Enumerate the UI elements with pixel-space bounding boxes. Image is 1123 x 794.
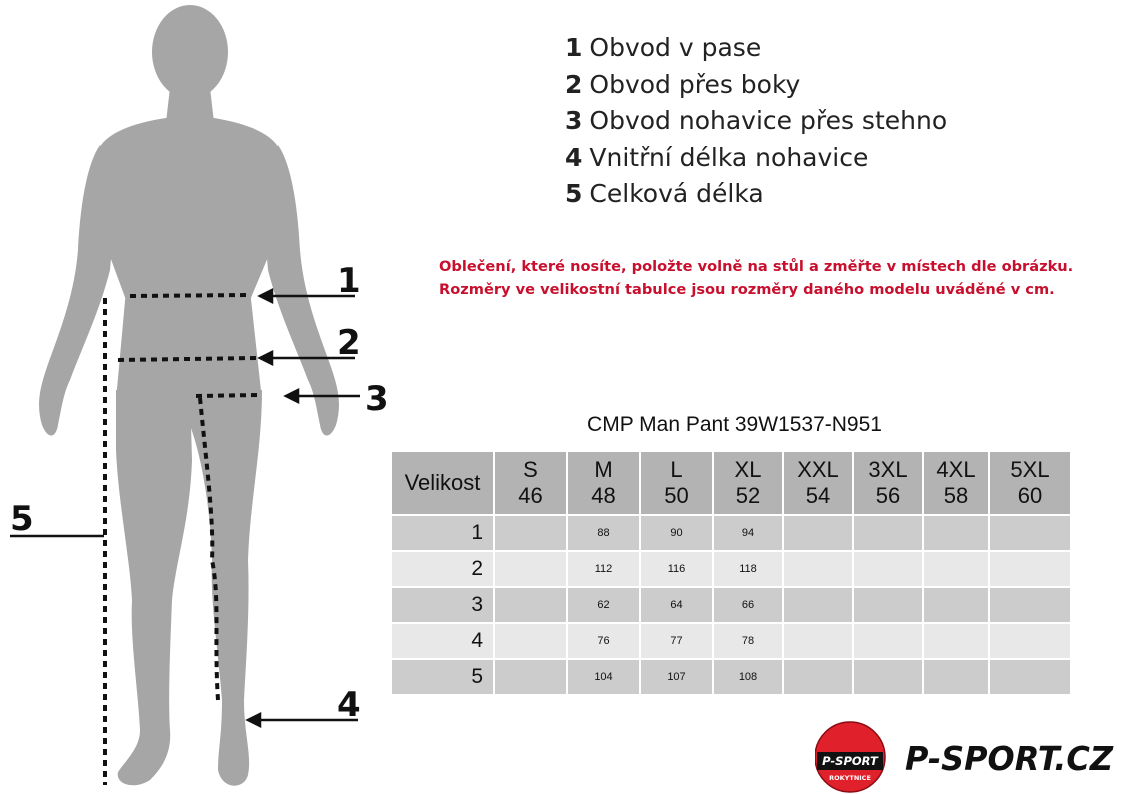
table-cell: 116 [641, 552, 712, 586]
legend-text: Obvod nohavice přes stehno [589, 106, 948, 135]
legend-text: Obvod přes boky [589, 69, 801, 99]
legend-text: Celková délka [589, 179, 764, 208]
table-row [392, 624, 1070, 658]
logo-badge-bottom: ROKYTNICE [829, 774, 871, 782]
marker-label-4: 4 [337, 685, 361, 725]
table-cell [990, 552, 1070, 586]
table-cell: 94 [714, 516, 782, 550]
table-cell: 112 [568, 552, 639, 586]
marker-label-5: 5 [10, 499, 34, 539]
legend-item [565, 30, 947, 67]
row-label: 2 [392, 552, 493, 586]
size-table [390, 450, 1072, 696]
p-sport-logo [815, 720, 1115, 794]
table-cell [990, 624, 1070, 658]
row-label: 1 [392, 516, 493, 550]
table-row [392, 516, 1070, 550]
row-label: 4 [392, 624, 493, 658]
header-size-s: S 46 [495, 452, 566, 514]
table-cell: 66 [714, 588, 782, 622]
table-cell [784, 624, 852, 658]
legend-number: 4 [565, 142, 583, 172]
table-cell [784, 588, 852, 622]
table-cell: 104 [568, 660, 639, 694]
table-row [392, 660, 1070, 694]
legend-item [565, 103, 947, 140]
arrow-2-head [260, 352, 272, 364]
table-cell: 77 [641, 624, 712, 658]
table-cell: 90 [641, 516, 712, 550]
table-cell: 88 [568, 516, 639, 550]
table-cell [924, 660, 988, 694]
legend-item [565, 176, 947, 213]
table-cell [854, 588, 922, 622]
table-cell [495, 588, 566, 622]
table-cell [924, 552, 988, 586]
table-cell: 76 [568, 624, 639, 658]
table-cell: 107 [641, 660, 712, 694]
table-cell [784, 516, 852, 550]
logo-badge-top: P-SPORT [822, 754, 878, 768]
header-size-xxl: XXL 54 [784, 452, 852, 514]
table-cell: 62 [568, 588, 639, 622]
legend-number: 1 [565, 33, 583, 62]
row-label: 5 [392, 660, 493, 694]
marker-label-3: 3 [365, 379, 389, 419]
table-cell [495, 660, 566, 694]
table-cell [854, 552, 922, 586]
table-cell [495, 624, 566, 658]
table-title: CMP Man Pant 39W1537-N951 [587, 413, 882, 436]
note-line-2: Rozměry ve velikostní tabulce jsou rozměry daného modelu uváděné v cm. [439, 281, 1055, 298]
table-cell [990, 516, 1070, 550]
table-cell [495, 552, 566, 586]
table-header-row [392, 452, 1070, 514]
legend-number: 2 [565, 69, 583, 99]
legend-text: Vnitřní délka nohavice [589, 142, 869, 172]
header-size-l: L 50 [641, 452, 712, 514]
table-cell: 78 [714, 624, 782, 658]
table-cell [854, 516, 922, 550]
legend-item [565, 140, 947, 177]
legend-number: 3 [565, 106, 583, 135]
legend-item [565, 67, 947, 104]
table-cell [854, 660, 922, 694]
row-label: 3 [392, 588, 493, 622]
table-cell: 118 [714, 552, 782, 586]
arrow-3-head [286, 390, 298, 402]
arrow-4-head [248, 714, 260, 726]
measurement-legend [565, 30, 947, 213]
header-size-xl: XL 52 [714, 452, 782, 514]
logo-wordmark: P-SPORT.CZ [905, 739, 1115, 778]
table-cell [784, 552, 852, 586]
header-corner: Velikost [392, 452, 493, 514]
marker-label-2: 2 [337, 323, 361, 363]
arrow-1-head [260, 290, 272, 302]
table-cell [854, 624, 922, 658]
header-size-4xl: 4XL 58 [924, 452, 988, 514]
table-row [392, 588, 1070, 622]
table-cell [784, 660, 852, 694]
body-figure [0, 0, 400, 794]
table-cell [990, 660, 1070, 694]
note-line-1: Oblečení, které nosíte, položte volně na stůl a změřte v místech dle obrázku. [439, 258, 1074, 275]
table-cell [495, 516, 566, 550]
table-cell [924, 516, 988, 550]
header-size-m: M 48 [568, 452, 639, 514]
measurement-note [439, 255, 1073, 301]
table-cell: 108 [714, 660, 782, 694]
header-size-3xl: 3XL 56 [854, 452, 922, 514]
table-cell [990, 588, 1070, 622]
header-size-5xl: 5XL 60 [990, 452, 1070, 514]
table-row [392, 552, 1070, 586]
legend-number: 5 [565, 179, 583, 208]
legend-text: Obvod v pase [589, 33, 762, 62]
table-cell [924, 624, 988, 658]
logo-badge [815, 722, 885, 792]
table-cell: 64 [641, 588, 712, 622]
table-cell [924, 588, 988, 622]
marker-label-1: 1 [337, 261, 361, 301]
